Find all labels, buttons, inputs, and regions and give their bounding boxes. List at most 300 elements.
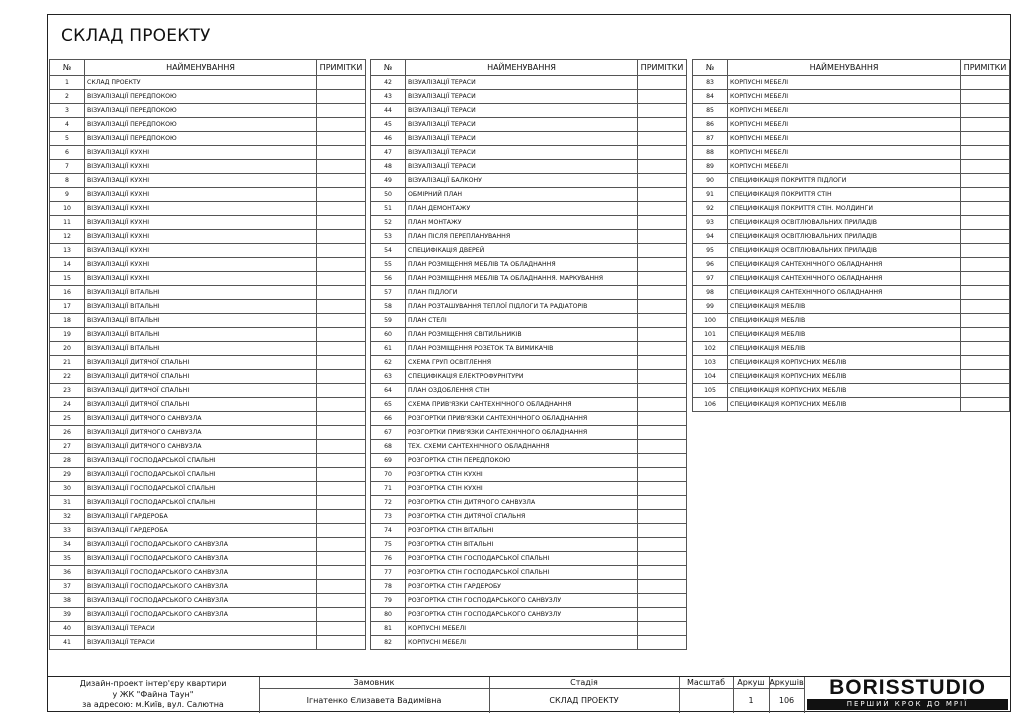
table-row bbox=[371, 160, 687, 174]
table-row bbox=[371, 566, 687, 580]
row-number: 54 bbox=[371, 244, 406, 258]
scale-label: Масштаб bbox=[686, 678, 726, 687]
row-title: ВІЗУАЛІЗАЦІЇ КУХНІ bbox=[85, 160, 317, 174]
header-name: НАЙМЕНУВАННЯ bbox=[406, 60, 638, 76]
table-row bbox=[371, 216, 687, 230]
row-title: СПЕЦИФІКАЦІЯ КОРПУСНИХ МЕБЛІВ bbox=[728, 370, 961, 384]
row-title: СХЕМА ПРИВ'ЯЗКИ САНТЕХНІЧНОГО ОБЛАДНАННЯ bbox=[406, 398, 638, 412]
row-title: РОЗГОРТКА СТІН ДИТЯЧОГО САНВУЗЛА bbox=[406, 496, 638, 510]
row-number: 79 bbox=[371, 594, 406, 608]
row-notes bbox=[638, 244, 687, 258]
row-title: КОРПУСНІ МЕБЕЛІ bbox=[406, 636, 638, 650]
row-title: СПЕЦИФІКАЦІЯ МЕБЛІВ bbox=[728, 342, 961, 356]
row-number: 56 bbox=[371, 272, 406, 286]
row-title: ВІЗУАЛІЗАЦІЇ ДИТЯЧОЇ СПАЛЬНІ bbox=[85, 356, 317, 370]
table-row bbox=[371, 132, 687, 146]
row-number: 17 bbox=[50, 300, 85, 314]
row-number: 41 bbox=[50, 636, 85, 650]
row-number: 39 bbox=[50, 608, 85, 622]
row-number: 69 bbox=[371, 454, 406, 468]
client-name: Ігнатенко Єлизавета Вадимівна bbox=[306, 696, 442, 705]
row-title: ВІЗУАЛІЗАЦІЇ ВІТАЛЬНІ bbox=[85, 300, 317, 314]
row-number: 35 bbox=[50, 552, 85, 566]
row-notes bbox=[638, 454, 687, 468]
row-number: 84 bbox=[693, 90, 728, 104]
table-row bbox=[693, 76, 1010, 90]
row-number: 21 bbox=[50, 356, 85, 370]
row-number: 92 bbox=[693, 202, 728, 216]
row-title: СПЕЦИФІКАЦІЯ КОРПУСНИХ МЕБЛІВ bbox=[728, 398, 961, 412]
row-title: ВІЗУАЛІЗАЦІЇ ГОСПОДАРСЬКОГО САНВУЗЛА bbox=[85, 608, 317, 622]
row-number: 46 bbox=[371, 132, 406, 146]
row-title: ПЛАН РОЗМІЩЕННЯ СВІТИЛЬНИКІВ bbox=[406, 328, 638, 342]
table-row bbox=[371, 188, 687, 202]
row-title: ВІЗУАЛІЗАЦІЇ ГОСПОДАРСЬКОЇ СПАЛЬНІ bbox=[85, 454, 317, 468]
table-row bbox=[371, 202, 687, 216]
project-line-3: за адресою: м.Київ, вул. Салютна bbox=[82, 700, 224, 709]
table-row bbox=[371, 608, 687, 622]
row-title: ВІЗУАЛІЗАЦІЇ КУХНІ bbox=[85, 202, 317, 216]
row-number: 23 bbox=[50, 384, 85, 398]
table-row bbox=[50, 216, 366, 230]
row-number: 87 bbox=[693, 132, 728, 146]
row-notes bbox=[317, 510, 366, 524]
row-notes bbox=[638, 216, 687, 230]
row-number: 36 bbox=[50, 566, 85, 580]
table-row bbox=[50, 426, 366, 440]
row-title: КОРПУСНІ МЕБЕЛІ bbox=[728, 146, 961, 160]
row-title: ВІЗУАЛІЗАЦІЇ ТЕРАСИ bbox=[406, 160, 638, 174]
row-title: ВІЗУАЛІЗАЦІЇ ПЕРЕДПОКОЮ bbox=[85, 132, 317, 146]
table-row bbox=[50, 356, 366, 370]
row-notes bbox=[961, 132, 1010, 146]
row-number: 24 bbox=[50, 398, 85, 412]
row-number: 105 bbox=[693, 384, 728, 398]
row-number: 76 bbox=[371, 552, 406, 566]
row-notes bbox=[961, 398, 1010, 412]
row-number: 44 bbox=[371, 104, 406, 118]
table-row bbox=[50, 622, 366, 636]
row-number: 14 bbox=[50, 258, 85, 272]
row-number: 27 bbox=[50, 440, 85, 454]
table-row bbox=[371, 580, 687, 594]
table-row bbox=[371, 118, 687, 132]
row-title: СКЛАД ПРОЕКТУ bbox=[85, 76, 317, 90]
project-line-2: у ЖК "Файна Таун" bbox=[112, 689, 194, 699]
row-number: 52 bbox=[371, 216, 406, 230]
table-row bbox=[693, 258, 1010, 272]
row-number: 37 bbox=[50, 580, 85, 594]
row-number: 33 bbox=[50, 524, 85, 538]
row-number: 73 bbox=[371, 510, 406, 524]
row-number: 83 bbox=[693, 76, 728, 90]
table-row bbox=[50, 384, 366, 398]
row-title: ВІЗУАЛІЗАЦІЇ КУХНІ bbox=[85, 146, 317, 160]
table-row bbox=[50, 552, 366, 566]
row-number: 47 bbox=[371, 146, 406, 160]
row-number: 1 bbox=[50, 76, 85, 90]
row-number: 93 bbox=[693, 216, 728, 230]
row-notes bbox=[317, 440, 366, 454]
contents-table-2 bbox=[370, 59, 687, 650]
table-row bbox=[371, 328, 687, 342]
sheets-value: 106 bbox=[778, 696, 795, 705]
table-row bbox=[693, 104, 1010, 118]
row-title: РОЗГОРТКА СТІН ДИТЯЧОЇ СПАЛЬНЯ bbox=[406, 510, 638, 524]
row-number: 90 bbox=[693, 174, 728, 188]
row-title: ВІЗУАЛІЗАЦІЇ КУХНІ bbox=[85, 188, 317, 202]
row-notes bbox=[638, 594, 687, 608]
row-notes bbox=[638, 342, 687, 356]
row-number: 55 bbox=[371, 258, 406, 272]
row-number: 19 bbox=[50, 328, 85, 342]
row-notes bbox=[638, 286, 687, 300]
row-number: 102 bbox=[693, 342, 728, 356]
table-row bbox=[50, 188, 366, 202]
row-title: ВІЗУАЛІЗАЦІЇ ВІТАЛЬНІ bbox=[85, 286, 317, 300]
row-notes bbox=[638, 398, 687, 412]
table-row bbox=[371, 104, 687, 118]
row-notes bbox=[317, 608, 366, 622]
table-row bbox=[371, 426, 687, 440]
row-notes bbox=[638, 314, 687, 328]
row-title: ПЛАН РОЗТАШУВАННЯ ТЕПЛОЇ ПІДЛОГИ ТА РАДІАТОРІВ bbox=[406, 300, 638, 314]
row-number: 16 bbox=[50, 286, 85, 300]
row-title: РОЗГОРТКИ ПРИВ'ЯЗКИ САНТЕХНІЧНОГО ОБЛАДНАННЯ bbox=[406, 426, 638, 440]
row-title: ВІЗУАЛІЗАЦІЇ ДИТЯЧОГО САНВУЗЛА bbox=[85, 426, 317, 440]
row-number: 45 bbox=[371, 118, 406, 132]
table-row bbox=[371, 622, 687, 636]
row-notes bbox=[638, 328, 687, 342]
row-number: 60 bbox=[371, 328, 406, 342]
row-number: 101 bbox=[693, 328, 728, 342]
sheets-label: Аркушів bbox=[769, 678, 804, 687]
row-number: 31 bbox=[50, 496, 85, 510]
row-title: КОРПУСНІ МЕБЕЛІ bbox=[728, 76, 961, 90]
row-number: 7 bbox=[50, 160, 85, 174]
row-notes bbox=[317, 426, 366, 440]
row-notes bbox=[638, 188, 687, 202]
row-notes bbox=[317, 552, 366, 566]
row-number: 66 bbox=[371, 412, 406, 426]
table-row bbox=[371, 314, 687, 328]
row-number: 4 bbox=[50, 118, 85, 132]
row-title: СПЕЦИФІКАЦІЯ ПОКРИТТЯ СТІН. МОЛДИНГИ bbox=[728, 202, 961, 216]
row-title: ВІЗУАЛІЗАЦІЇ ВІТАЛЬНІ bbox=[85, 314, 317, 328]
row-number: 78 bbox=[371, 580, 406, 594]
table-row bbox=[50, 314, 366, 328]
row-title: ВІЗУАЛІЗАЦІЇ ГОСПОДАРСЬКОГО САНВУЗЛА bbox=[85, 594, 317, 608]
row-notes bbox=[638, 440, 687, 454]
sheet-value: 1 bbox=[748, 696, 754, 705]
table-row bbox=[50, 202, 366, 216]
row-notes bbox=[638, 384, 687, 398]
table-row bbox=[50, 272, 366, 286]
row-notes bbox=[638, 580, 687, 594]
row-notes bbox=[638, 146, 687, 160]
row-notes bbox=[961, 370, 1010, 384]
row-title: ВІЗУАЛІЗАЦІЇ ТЕРАСИ bbox=[406, 146, 638, 160]
row-title: РОЗГОРТКА СТІН ГАРДЕРОБУ bbox=[406, 580, 638, 594]
table-row bbox=[50, 104, 366, 118]
table-row bbox=[371, 174, 687, 188]
row-notes bbox=[961, 300, 1010, 314]
row-number: 3 bbox=[50, 104, 85, 118]
row-number: 75 bbox=[371, 538, 406, 552]
table-row bbox=[371, 230, 687, 244]
row-title: ВІЗУАЛІЗАЦІЇ ГОСПОДАРСЬКОЇ СПАЛЬНІ bbox=[85, 496, 317, 510]
table-row bbox=[371, 482, 687, 496]
table-row bbox=[693, 384, 1010, 398]
table-row bbox=[371, 286, 687, 300]
row-number: 48 bbox=[371, 160, 406, 174]
row-title: ВІЗУАЛІЗАЦІЇ КУХНІ bbox=[85, 272, 317, 286]
row-number: 11 bbox=[50, 216, 85, 230]
row-notes bbox=[317, 342, 366, 356]
table-row bbox=[50, 230, 366, 244]
row-notes bbox=[317, 594, 366, 608]
row-number: 67 bbox=[371, 426, 406, 440]
row-number: 25 bbox=[50, 412, 85, 426]
table-row bbox=[50, 118, 366, 132]
row-notes bbox=[961, 160, 1010, 174]
brand-logo bbox=[805, 677, 1010, 711]
row-number: 95 bbox=[693, 244, 728, 258]
row-title: ВІЗУАЛІЗАЦІЇ ТЕРАСИ bbox=[85, 622, 317, 636]
row-number: 74 bbox=[371, 524, 406, 538]
row-notes bbox=[961, 258, 1010, 272]
row-title: ВІЗУАЛІЗАЦІЇ ГОСПОДАРСЬКОГО САНВУЗЛА bbox=[85, 538, 317, 552]
row-title: ВІЗУАЛІЗАЦІЇ ТЕРАСИ bbox=[406, 90, 638, 104]
row-number: 49 bbox=[371, 174, 406, 188]
row-title: СХЕМА ГРУП ОСВІТЛЕННЯ bbox=[406, 356, 638, 370]
row-notes bbox=[638, 482, 687, 496]
row-number: 28 bbox=[50, 454, 85, 468]
table-row bbox=[371, 356, 687, 370]
table-row bbox=[371, 468, 687, 482]
table-row bbox=[50, 496, 366, 510]
row-notes bbox=[638, 118, 687, 132]
table-row bbox=[371, 342, 687, 356]
row-title: ВІЗУАЛІЗАЦІЇ ПЕРЕДПОКОЮ bbox=[85, 90, 317, 104]
row-number: 85 bbox=[693, 104, 728, 118]
table-row bbox=[693, 146, 1010, 160]
row-notes bbox=[961, 104, 1010, 118]
row-notes bbox=[317, 622, 366, 636]
table-row bbox=[693, 272, 1010, 286]
row-title: ВІЗУАЛІЗАЦІЇ ДИТЯЧОГО САНВУЗЛА bbox=[85, 412, 317, 426]
row-number: 15 bbox=[50, 272, 85, 286]
row-number: 61 bbox=[371, 342, 406, 356]
row-number: 38 bbox=[50, 594, 85, 608]
table-row bbox=[50, 482, 366, 496]
row-notes bbox=[961, 356, 1010, 370]
row-title: СПЕЦИФІКАЦІЯ ПОКРИТТЯ СТІН bbox=[728, 188, 961, 202]
stage-label: Стадія bbox=[570, 678, 598, 687]
row-title: СПЕЦИФІКАЦІЯ МЕБЛІВ bbox=[728, 300, 961, 314]
row-title: РОЗГОРТКА СТІН КУХНІ bbox=[406, 482, 638, 496]
row-number: 86 bbox=[693, 118, 728, 132]
row-notes bbox=[961, 90, 1010, 104]
row-number: 104 bbox=[693, 370, 728, 384]
table-row bbox=[693, 118, 1010, 132]
table-row bbox=[371, 496, 687, 510]
row-title: СПЕЦИФІКАЦІЯ САНТЕХНІЧНОГО ОБЛАДНАННЯ bbox=[728, 272, 961, 286]
table-row bbox=[50, 538, 366, 552]
table-row bbox=[371, 90, 687, 104]
header-name: НАЙМЕНУВАННЯ bbox=[85, 60, 317, 76]
table-row bbox=[693, 244, 1010, 258]
row-title: ВІЗУАЛІЗАЦІЇ ТЕРАСИ bbox=[406, 132, 638, 146]
row-number: 98 bbox=[693, 286, 728, 300]
row-number: 89 bbox=[693, 160, 728, 174]
table-row bbox=[371, 272, 687, 286]
row-title: ВІЗУАЛІЗАЦІЇ ПЕРЕДПОКОЮ bbox=[85, 118, 317, 132]
table-row bbox=[50, 636, 366, 650]
row-number: 72 bbox=[371, 496, 406, 510]
row-title: КОРПУСНІ МЕБЕЛІ bbox=[728, 90, 961, 104]
row-notes bbox=[961, 230, 1010, 244]
row-notes bbox=[961, 244, 1010, 258]
row-notes bbox=[317, 454, 366, 468]
row-notes bbox=[317, 146, 366, 160]
row-number: 88 bbox=[693, 146, 728, 160]
row-notes bbox=[317, 230, 366, 244]
row-title: ТЕХ. СХЕМИ САНТЕХНІЧНОГО ОБЛАДНАННЯ bbox=[406, 440, 638, 454]
table-row bbox=[693, 188, 1010, 202]
row-notes bbox=[638, 104, 687, 118]
row-title: ВІЗУАЛІЗАЦІЇ ТЕРАСИ bbox=[406, 76, 638, 90]
row-number: 18 bbox=[50, 314, 85, 328]
row-title: РОЗГОРТКА СТІН ГОСПОДАРСЬКОГО САНВУЗЛУ bbox=[406, 594, 638, 608]
row-notes bbox=[961, 272, 1010, 286]
row-notes bbox=[638, 160, 687, 174]
table-row bbox=[50, 398, 366, 412]
table-row bbox=[371, 370, 687, 384]
row-notes bbox=[317, 524, 366, 538]
table-row bbox=[693, 398, 1010, 412]
row-notes bbox=[317, 188, 366, 202]
row-title: РОЗГОРТКА СТІН ГОСПОДАРСЬКОЇ СПАЛЬНІ bbox=[406, 552, 638, 566]
row-notes bbox=[961, 314, 1010, 328]
row-notes bbox=[317, 258, 366, 272]
row-notes bbox=[638, 300, 687, 314]
row-number: 106 bbox=[693, 398, 728, 412]
table-row bbox=[371, 524, 687, 538]
row-title: ВІЗУАЛІЗАЦІЇ КУХНІ bbox=[85, 258, 317, 272]
table-row bbox=[371, 440, 687, 454]
row-number: 22 bbox=[50, 370, 85, 384]
row-title: ВІЗУАЛІЗАЦІЇ ТЕРАСИ bbox=[406, 118, 638, 132]
row-number: 62 bbox=[371, 356, 406, 370]
row-title: ПЛАН РОЗМІЩЕННЯ МЕБЛІВ ТА ОБЛАДНАННЯ bbox=[406, 258, 638, 272]
table-row bbox=[50, 328, 366, 342]
row-number: 57 bbox=[371, 286, 406, 300]
row-title: РОЗГОРТКА СТІН ПЕРЕДПОКОЮ bbox=[406, 454, 638, 468]
row-title: РОЗГОРТКИ ПРИВ'ЯЗКИ САНТЕХНІЧНОГО ОБЛАДНАННЯ bbox=[406, 412, 638, 426]
row-title: РОЗГОРТКА СТІН ВІТАЛЬНІ bbox=[406, 524, 638, 538]
row-title: ВІЗУАЛІЗАЦІЇ ГАРДЕРОБА bbox=[85, 524, 317, 538]
row-number: 50 bbox=[371, 188, 406, 202]
row-notes bbox=[638, 202, 687, 216]
row-notes bbox=[638, 272, 687, 286]
table-row bbox=[50, 412, 366, 426]
row-notes bbox=[961, 174, 1010, 188]
table-row bbox=[50, 286, 366, 300]
row-notes bbox=[961, 342, 1010, 356]
row-notes bbox=[638, 258, 687, 272]
row-notes bbox=[961, 216, 1010, 230]
row-notes bbox=[317, 174, 366, 188]
row-notes bbox=[638, 538, 687, 552]
row-number: 5 bbox=[50, 132, 85, 146]
table-row bbox=[371, 636, 687, 650]
row-title: СПЕЦИФІКАЦІЯ МЕБЛІВ bbox=[728, 314, 961, 328]
row-notes bbox=[638, 636, 687, 650]
row-number: 53 bbox=[371, 230, 406, 244]
table-row bbox=[50, 244, 366, 258]
row-number: 51 bbox=[371, 202, 406, 216]
row-notes bbox=[961, 328, 1010, 342]
table-row bbox=[693, 286, 1010, 300]
row-notes bbox=[317, 90, 366, 104]
header-notes: ПРИМІТКИ bbox=[638, 60, 687, 76]
table-row bbox=[50, 454, 366, 468]
row-title: КОРПУСНІ МЕБЕЛІ bbox=[406, 622, 638, 636]
row-notes bbox=[961, 146, 1010, 160]
row-notes bbox=[317, 314, 366, 328]
table-row bbox=[693, 230, 1010, 244]
row-notes bbox=[317, 566, 366, 580]
row-notes bbox=[317, 132, 366, 146]
stage-value: СКЛАД ПРОЕКТУ bbox=[549, 696, 619, 705]
row-title: РОЗГОРТКА СТІН ВІТАЛЬНІ bbox=[406, 538, 638, 552]
table-row bbox=[371, 454, 687, 468]
row-title: ВІЗУАЛІЗАЦІЇ ГОСПОДАРСЬКОГО САНВУЗЛА bbox=[85, 552, 317, 566]
row-number: 34 bbox=[50, 538, 85, 552]
row-title: ПЛАН ПІДЛОГИ bbox=[406, 286, 638, 300]
row-notes bbox=[961, 76, 1010, 90]
row-title: ВІЗУАЛІЗАЦІЇ ГОСПОДАРСЬКОГО САНВУЗЛА bbox=[85, 566, 317, 580]
row-notes bbox=[638, 174, 687, 188]
table-row bbox=[693, 356, 1010, 370]
contents-table-1 bbox=[49, 59, 366, 650]
sheet-label: Аркуш bbox=[737, 678, 765, 687]
row-notes bbox=[961, 188, 1010, 202]
client-label: Замовник bbox=[353, 678, 395, 687]
row-notes bbox=[638, 510, 687, 524]
row-number: 70 bbox=[371, 468, 406, 482]
row-title: ВІЗУАЛІЗАЦІЇ БАЛКОНУ bbox=[406, 174, 638, 188]
table-row bbox=[50, 524, 366, 538]
row-notes bbox=[638, 356, 687, 370]
row-title: КОРПУСНІ МЕБЕЛІ bbox=[728, 132, 961, 146]
table-row bbox=[50, 132, 366, 146]
header-name: НАЙМЕНУВАННЯ bbox=[728, 60, 961, 76]
table-row bbox=[50, 300, 366, 314]
row-title: СПЕЦИФІКАЦІЯ САНТЕХНІЧНОГО ОБЛАДНАННЯ bbox=[728, 258, 961, 272]
row-title: ВІЗУАЛІЗАЦІЇ ТЕРАСИ bbox=[406, 104, 638, 118]
row-number: 91 bbox=[693, 188, 728, 202]
row-title: ВІЗУАЛІЗАЦІЇ ВІТАЛЬНІ bbox=[85, 342, 317, 356]
row-number: 9 bbox=[50, 188, 85, 202]
row-title: ПЛАН ОЗДОБЛЕННЯ СТІН bbox=[406, 384, 638, 398]
table-row bbox=[50, 608, 366, 622]
table-row bbox=[693, 132, 1010, 146]
brand-slogan: ПЕРШИЙ КРОК ДО МРІЇ bbox=[807, 699, 1008, 710]
table-row bbox=[693, 90, 1010, 104]
row-title: ВІЗУАЛІЗАЦІЇ КУХНІ bbox=[85, 244, 317, 258]
